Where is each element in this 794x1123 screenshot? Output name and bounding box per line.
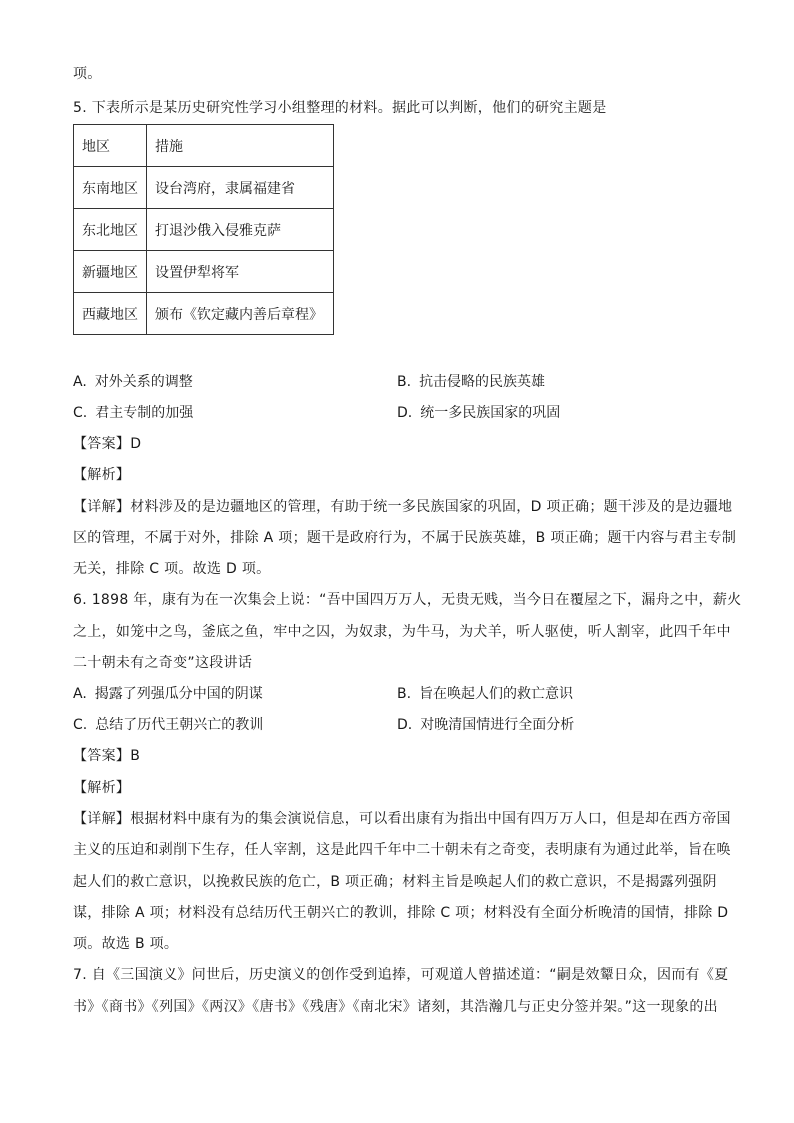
table-header-cell: 措施	[147, 125, 334, 167]
table-row	[74, 251, 334, 293]
q5-analysis-title: 【解析】	[73, 467, 131, 483]
q5-answer: 【答案】D	[73, 436, 142, 452]
table-row	[74, 167, 334, 209]
q6-answer: 【答案】B	[73, 748, 141, 764]
q6-analysis-title: 【解析】	[73, 780, 131, 796]
table-header-cell: 地区	[74, 125, 147, 167]
option-letter: B.	[397, 374, 412, 390]
q5-option-a	[73, 372, 193, 392]
option-letter: D.	[397, 717, 413, 733]
option-letter: A.	[73, 686, 87, 702]
q6-option-b	[397, 684, 573, 704]
table-cell: 设台湾府，隶属福建省	[147, 167, 334, 209]
table-row	[74, 293, 334, 335]
table-cell: 颁布《钦定藏内善后章程》	[147, 293, 334, 335]
q6-detail-line: 主义的压迫和剥削下生存，任人宰割，这是此四千年中二十朝未有之奇变，表明康有为通过此举，旨在唤	[73, 842, 731, 858]
option-text: 统一多民族国家的巩固	[420, 405, 561, 421]
table-cell: 西藏地区	[74, 293, 147, 335]
q5-materials-table	[73, 124, 334, 335]
table-cell: 新疆地区	[74, 251, 147, 293]
q6-detail-line: 项。故选 B 项。	[73, 936, 179, 952]
q6-stem-line: 之上，如笼中之鸟，釜底之鱼，牢中之囚，为奴隶，为牛马，为犬羊，听人驱使，听人割宰，此四千年中	[73, 624, 731, 640]
q5-detail-line: 【详解】材料涉及的是边疆地区的管理，有助于统一多民族国家的巩固，D 项正确；题干涉及的是边疆地	[73, 499, 733, 515]
q6-option-a	[73, 684, 263, 704]
q6-detail-line: 【详解】根据材料中康有为的集会演说信息，可以看出康有为指出中国有四万万人口，但是却在西方帝国	[73, 811, 731, 827]
option-text: 对外关系的调整	[94, 374, 193, 390]
q5-option-b	[397, 372, 545, 392]
q6-detail-line: 谋，排除 A 项；材料没有总结历代王朝兴亡的教训，排除 C 项；材料没有全面分析晚清的国情，排除 D	[73, 905, 729, 921]
option-letter: C.	[73, 405, 88, 421]
q5-detail-line: 无关，排除 C 项。故选 D 项。	[73, 561, 271, 577]
q5-detail-line: 区的管理，不属于对外，排除 A 项；题干是政府行为，不属于民族英雄，B 项正确；题干内容与君主专制	[73, 530, 737, 546]
table-cell: 打退沙俄入侵雅克萨	[147, 209, 334, 251]
option-text: 总结了历代王朝兴亡的教训	[95, 717, 264, 733]
q6-option-d	[397, 715, 574, 735]
table-cell: 设置伊犁将军	[147, 251, 334, 293]
q6-stem-line: 6. 1898 年，康有为在一次集会上说：“吾中国四万万人，无贵无贱，当今日在覆屋之下，漏舟之中，薪火	[73, 592, 742, 608]
q7-stem-line: 书》《商书》《列国》《两汉》《唐书》《残唐》《南北宋》诸刻，其浩瀚几与正史分签并架。”这一现象的出	[73, 999, 718, 1015]
option-text: 旨在唤起人们的救亡意识	[419, 686, 574, 702]
option-text: 揭露了列强瓜分中国的阴谋	[94, 686, 263, 702]
q5-option-d	[397, 403, 560, 423]
option-text: 君主专制的加强	[95, 405, 194, 421]
q5-option-c	[73, 403, 193, 423]
table-row	[74, 209, 334, 251]
option-text: 抗击侵略的民族英雄	[419, 374, 546, 390]
option-text: 对晚清国情进行全面分析	[420, 717, 575, 733]
q6-detail-line: 起人们的救亡意识，以挽救民族的危亡，B 项正确；材料主旨是唤起人们的救亡意识，不是揭露列强阴	[73, 874, 717, 890]
table-cell: 东北地区	[74, 209, 147, 251]
option-letter: D.	[397, 405, 413, 421]
q7-stem-line: 7. 自《三国演义》问世后，历史演义的创作受到追捧，可观道人曾描述道：“嗣是效颦日众，因而有《夏	[73, 967, 729, 983]
q6-stem-line: 二十朝未有之奇变”这段讲话	[73, 655, 253, 671]
option-letter: C.	[73, 717, 88, 733]
option-letter: A.	[73, 374, 87, 390]
table-cell: 东南地区	[74, 167, 147, 209]
q6-option-c	[73, 715, 263, 735]
table-header-row	[74, 125, 334, 167]
option-letter: B.	[397, 686, 412, 702]
continued-text: 项。	[73, 66, 102, 82]
q5-stem: 5. 下表所示是某历史研究性学习小组整理的材料。据此可以判断，他们的研究主题是	[73, 100, 607, 116]
